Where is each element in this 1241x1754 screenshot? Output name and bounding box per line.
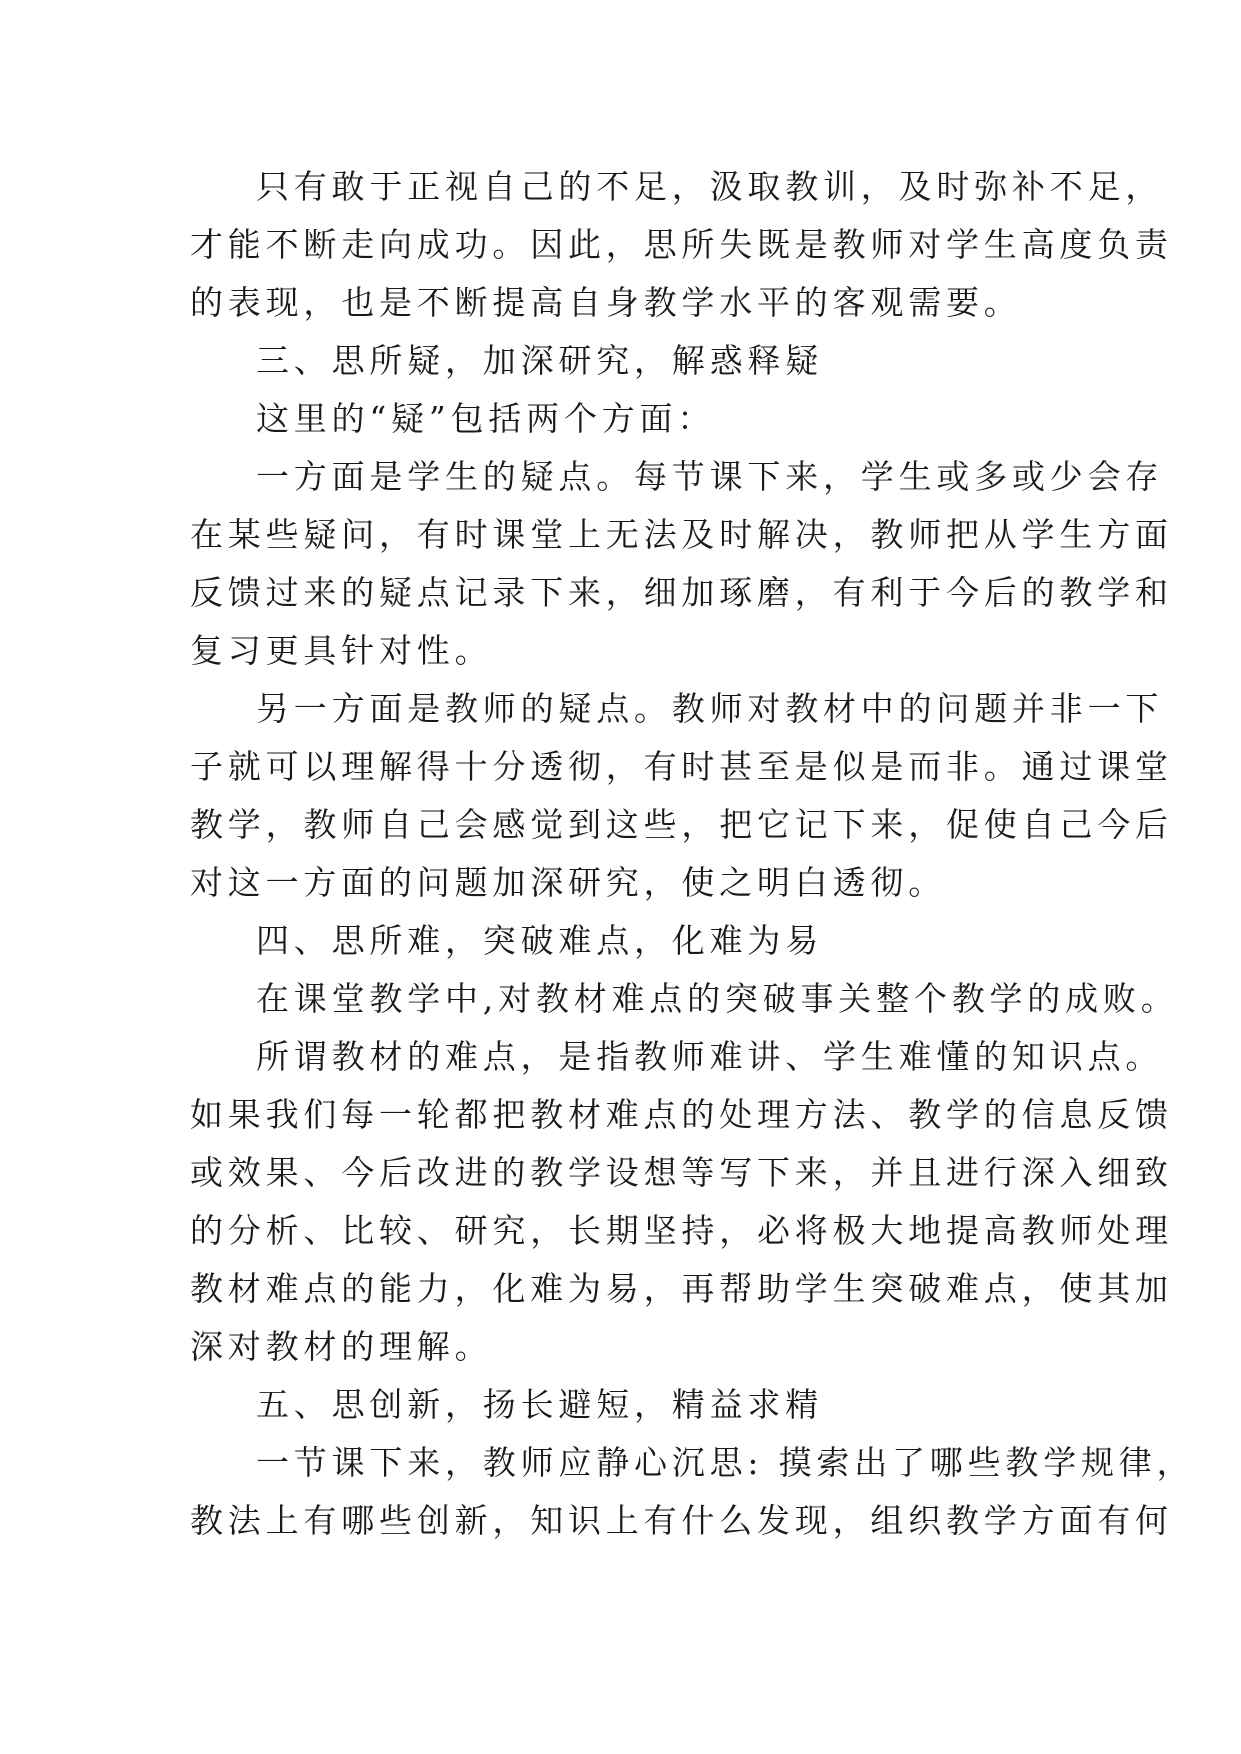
section-heading-4: 四、思所难，突破难点，化难为易 bbox=[256, 921, 823, 960]
paragraph-line: 教学，教师自己会感觉到这些，把它记下来，促使自己今后 bbox=[190, 805, 1173, 844]
paragraph-line: 子就可以理解得十分透彻，有时甚至是似是而非。通过课堂 bbox=[190, 747, 1173, 786]
paragraph-line: 对这一方面的问题加深研究，使之明白透彻。 bbox=[190, 863, 946, 902]
paragraph-line: 反馈过来的疑点记录下来，细加琢磨，有利于今后的教学和 bbox=[190, 573, 1173, 612]
paragraph-line: 才能不断走向成功。因此，思所失既是教师对学生高度负责 bbox=[190, 225, 1173, 264]
paragraph-line: 的表现，也是不断提高自身教学水平的客观需要。 bbox=[190, 283, 1022, 322]
paragraph-line: 一方面是学生的疑点。每节课下来，学生或多或少会存 bbox=[256, 457, 1164, 496]
paragraph-line: 在某些疑问，有时课堂上无法及时解决，教师把从学生方面 bbox=[190, 515, 1173, 554]
paragraph-line: 一节课下来，教师应静心沉思: 摸索出了哪些教学规律， bbox=[256, 1443, 1195, 1482]
paragraph-line: 另一方面是教师的疑点。教师对教材中的问题并非一下 bbox=[256, 689, 1164, 728]
paragraph-line: 的分析、比较、研究，长期坚持，必将极大地提高教师处理 bbox=[190, 1211, 1173, 1250]
paragraph-line: 所谓教材的难点，是指教师难讲、学生难懂的知识点。 bbox=[256, 1037, 1164, 1076]
section-heading-3: 三、思所疑，加深研究，解惑释疑 bbox=[256, 341, 823, 380]
section-heading-5: 五、思创新，扬长避短，精益求精 bbox=[256, 1385, 823, 1424]
paragraph-line: 在课堂教学中,对教材难点的突破事关整个教学的成败。 bbox=[256, 979, 1179, 1018]
paragraph-line: 教法上有哪些创新，知识上有什么发现，组织教学方面有何 bbox=[190, 1501, 1173, 1540]
paragraph-line: 如果我们每一轮都把教材难点的处理方法、教学的信息反馈 bbox=[190, 1095, 1173, 1134]
paragraph-line: 或效果、今后改进的教学设想等写下来，并且进行深入细致 bbox=[190, 1153, 1173, 1192]
paragraph-line: 只有敢于正视自己的不足，汲取教训，及时弥补不足， bbox=[256, 167, 1164, 206]
paragraph-line: 这里的“疑”包括两个方面： bbox=[256, 399, 716, 438]
paragraph-line: 深对教材的理解。 bbox=[190, 1327, 493, 1366]
paragraph-line: 教材难点的能力，化难为易，再帮助学生突破难点，使其加 bbox=[190, 1269, 1173, 1308]
paragraph-line: 复习更具针对性。 bbox=[190, 631, 493, 670]
